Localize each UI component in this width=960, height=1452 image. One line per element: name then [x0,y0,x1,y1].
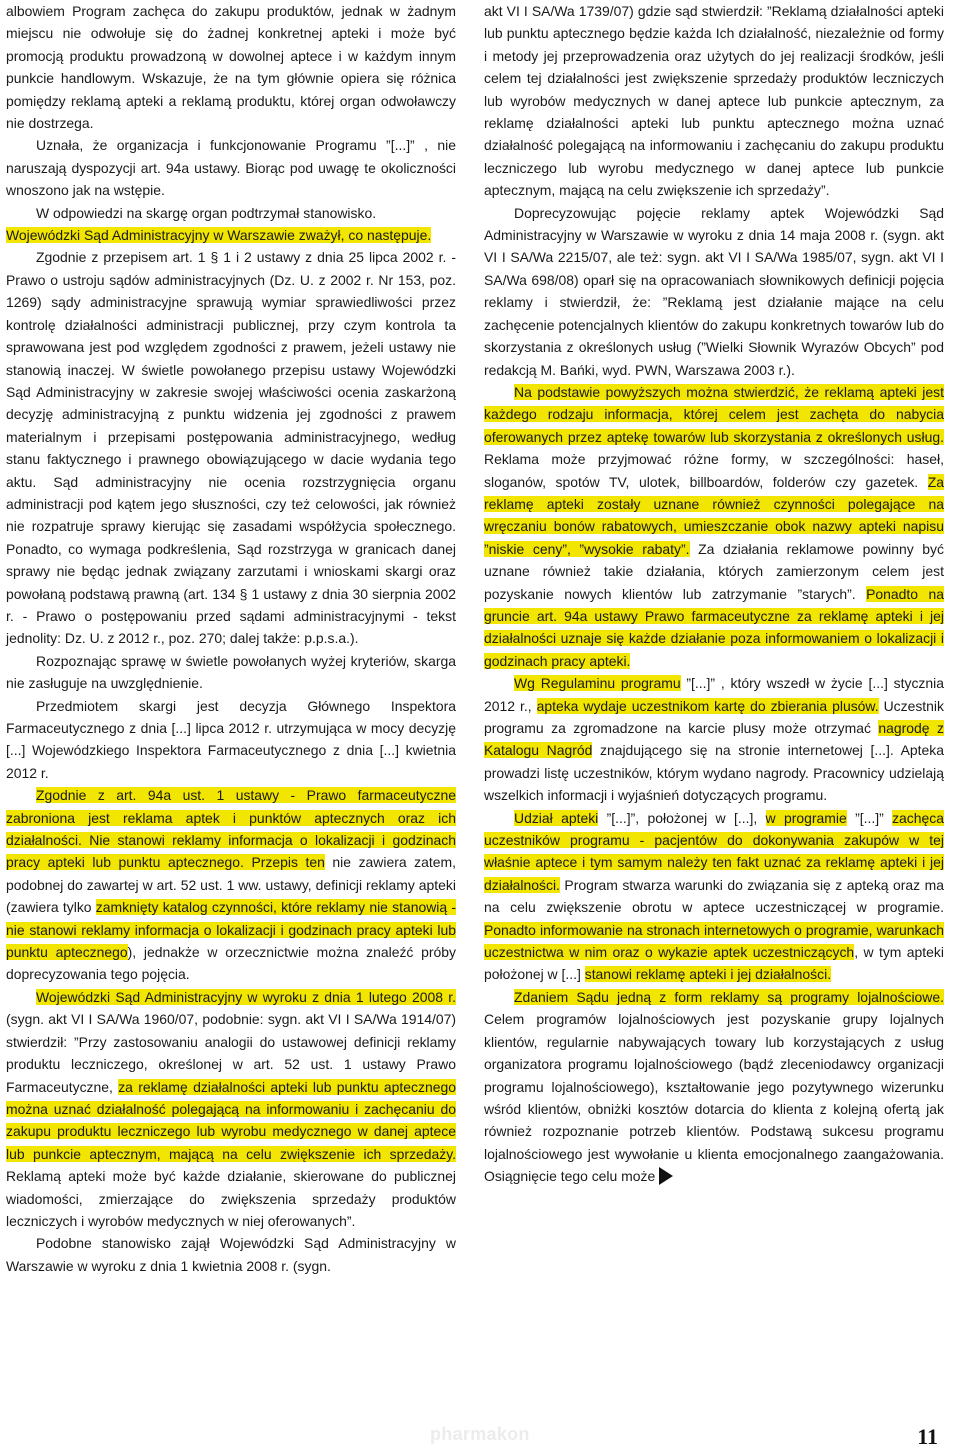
paragraph [6,986,456,1232]
body-text: Zgodnie z przepisem art. 1 § 1 i 2 ustawy z dnia 25 lipca 2002 r. - Prawo o ustroju sądów administracyjnych (Dz. U. z 2002 r. Nr 153, poz. 1269) sądy administracyjne sprawują wymiar sprawiedliwości przez kontrolę działalności administracji publicznej, przy czym kontrola ta sprawowana jest pod względem zgodności z prawem, jeżeli ustawy nie stanowią inaczej. W świetle powołanego przepisu ustawy Wojewódzki Sąd Administracyjny w zakresie swojej właściwości ocenia zaskarżoną decyzję administracyjną z punktu widzenia jej zgodności z prawem materialnym i przepisami postępowania administracyjnego, według stanu faktycznego i prawnego obowiązującego w dacie wydania tego aktu. Sąd administracyjny nie ocenia rozstrzygnięcia organu administracji pod kątem jego słuszności, czy też celowości, jak również nie rozpatruje sprawy kierując się zasadami współżycia społecznego. Ponadto, co wymaga podkreślenia, Sąd rozstrzyga w granicach danej sprawy nie będąc jednak związany zarzutami i wnioskami skargi oraz powołaną podstawą prawną (art. 134 § 1 ustawy z dnia 30 sierpnia 2002 r. - Prawo o postępowaniu przed sądami administracyjnymi - tekst jednolity: Dz. U. z 2012 r., poz. 270; dalej także: p.p.s.a.). [6,249,456,647]
body-text: nie zawiera zatem, podobnej do zawartej w art. 52 ust. 1 ww. ustawy, definicji reklamy apteki (zawiera tylko [6,854,456,916]
paragraph [6,134,456,201]
body-text: Reklamą apteki może być każde działanie, skierowane do publicznej wiadomości, zmierzające do zwiększenia sprzedaży produktów leczniczych i wyrobów medycznych w niej oferowanych”. [6,1168,456,1229]
highlighted-text: zamknięty katalog czynności, które reklamy nie stanowią - nie stanowi reklamy informacja o lokalizacji i godzinach pracy apteki lub punktu aptecznego [6,899,456,961]
highlighted-text: za reklamę działalności apteki lub punktu aptecznego można uznać działalność polegającą na informowaniu i zachęcaniu do zakupu produktu leczniczego lub wyrobu medycznego w danej aptece lub punkcie aptecznym, mającą na celu zwiększenie ich sprzedaży. [6,1078,456,1162]
paragraph [6,202,456,224]
paragraph [484,202,944,381]
highlighted-text: nagrodę z Katalogu Nagród [484,720,944,759]
highlighted-text: stanowi reklamę apteki i jej działalności. [584,966,832,983]
paragraph [6,695,456,785]
footer-brand: pharmakon [430,1424,530,1444]
paragraph [6,246,456,649]
paragraph-last [484,986,944,1188]
highlighted-text: apteka wydaje uczestnikom kartę do zbierania plusów. [536,697,879,714]
highlighted-text: Wojewódzki Sąd Administracyjny w wyroku z dnia 1 lutego 2008 r. [36,988,456,1005]
body-text: ”[...]” [846,809,893,826]
paragraph [484,672,944,806]
highlighted-text: Ponadto na gruncie art. 94a ustawy Prawo farmaceutyczne za reklamę apteki i jej działalności uznaje się każde działanie poza informowaniem o lokalizacji i godzinach pracy apteki. [484,585,944,669]
paragraph [6,1232,456,1277]
body-text: Za działania reklamowe powinny być uznane również takie działania, których zamierzonym celem jest pozyskanie nowych klientów lub zatrzymanie ”starych”. [484,540,944,602]
body-text: ”[...]” , który wszedł w życie [...] stycznia 2012 r., [484,675,944,714]
highlighted-text: Zgodnie z art. 94a ust. 1 ustawy - Prawo farmaceutyczne zabroniona jest reklama aptek i punktów aptecznych oraz ich działalności. Nie stanowi reklamy informacja o lokalizacji i godzinach pracy apteki lub punktu aptecznego. Przepis ten [6,787,456,871]
continue-arrow-icon [659,1167,673,1185]
body-text: Uznała, że organizacja i funkcjonowanie Programu ”[...]” , nie naruszają dyspozycji art. 94a ustawy. Biorąc pod uwagę te okoliczności wnoszono jak na wstępie. [6,137,456,199]
paragraph [484,807,944,986]
body-text: Przedmiotem skargi jest decyzja Głównego Inspektora Farmaceutycznego z dnia [...] lipca 2012 r. utrzymująca w mocy decyzję [...] Wojewódzkiego Inspektora Farmaceutycznego z dnia [...] kwietnia 2012 r. [6,697,456,781]
body-text: albowiem Program zachęca do zakupu produktów, jednak w żadnym miejscu nie odwołuje się do żadnej konkretnej apteki i może być promocją produktu prowadzoną w dowolnej aptece i w każdym innym punkcie handlowym. Wskazuje, że na tym głównie opiera się różnica pomiędzy reklamą apteki a reklamą produktu, której organ odwoławczy nie dostrzega. [6,3,456,132]
paragraph [6,0,456,134]
body-text: Doprecyzowując pojęcie reklamy aptek Wojewódzki Sąd Administracyjny w Warszawie w wyroku z dnia 14 maja 2008 r. (sygn. akt VI I SA/Wa 2215/07, ale też: sygn. akt VI I SA/Wa 1985/07, sygn. akt VI I SA/Wa 698/08) oparł się na opracowaniach słownikowych definicji pojęcia reklamy i stwierdził, że: ”Reklamą jest działanie mające na celu zachęcenie potencjalnych klientów do zakupu konkretnych towarów lub do skorzystania z określonych usług (”Wielki Słownik Wyrazów Obcych” pod redakcją M. Bańki, wyd. PWN, Warszawa 2003 r.). [484,204,944,378]
body-text: Program stwarza warunki do związania się z apteką oraz ma na celu zwiększenie obrotu w aptece uczestniczącej w programie. [484,876,944,916]
highlighted-text: Za reklamę apteki zostały uznane również czynności polegające na wręczaniu bonów rabatowych, umieszczanie obok nazwy apteki napisu ”niskie ceny”, ”wysokie rabaty”. [484,473,944,557]
highlighted-text: Zdaniem Sądu jedną z form reklamy są programy lojalnościowe. [514,988,944,1005]
body-text: , w tym apteki położonej w [...] [484,944,944,983]
highlighted-text: Wg Regulaminu programu [514,675,681,692]
left-column [6,0,456,1277]
paragraph [6,650,456,695]
paragraph [6,224,456,246]
body-text: akt VI I SA/Wa 1739/07) gdzie sąd stwierdził: ”Reklamą działalności apteki lub punktu aptecznego będzie każda Ich działalność, niezależnie od formy i metody jej przeprowadzenia oraz użytych do jej realizacji środków, jeśli celem tej działalności jest zwiększenie sprzedaży produktów leczniczych lub wyrobów medycznych w danej aptece lub punkcie aptecznym, za reklamę działalności apteki lub punktu aptecznego można uznać działalność polegającą na informowaniu i zachęcaniu do zakupu produktu leczniczego lub wyrobu medycznego w danej aptece lub punkcie aptecznym, mającą na celu zwiększenie ich sprzedaży”. [484,3,944,199]
right-column [484,0,944,1188]
body-text: W odpowiedzi na skargę organ podtrzymał stanowisko. [36,204,377,221]
body-text: Reklama może przyjmować różne formy, w szczególności: haseł, sloganów, spotów TV, ulotek, billboardów, folderów czy gazetek. [484,451,944,490]
page-number: 11 [917,1424,938,1449]
highlighted-text: zachęca uczestników programu - pacjentów do dokonywania zakupów w tej właśnie aptece i tym samym należy ten fakt uznać za reklamę apteki i jej działalności. [484,809,944,893]
highlighted-text: w programie [765,809,847,826]
paragraph [484,0,944,202]
body-text: ), jednakże w orzecznictwie można znaleźć próby doprecyzowania tego pojęcia. [6,944,456,983]
highlighted-text: Na podstawie powyższych można stwierdzić, że reklamą apteki jest każdego rodzaju informacja, której celem jest zachęta do nabycia oferowanych przez aptekę towarów lub skorzystania z określonych usług. [484,383,944,445]
body-text: Uczestnik programu za zgromadzone na karcie plusy może otrzymać [484,697,944,736]
body-text: ”[...]”, położonej w [...], [598,809,766,826]
highlighted-text: Ponadto informowanie na stronach internetowych o programie, warunkach uczestnictwa w nim oraz o wykazie aptek uczestniczących [484,921,944,961]
body-text: Podobne stanowisko zajął Wojewódzki Sąd Administracyjny w Warszawie w wyroku z dnia 1 kwietnia 2008 r. (sygn. [6,1235,456,1274]
body-text: (sygn. akt VI I SA/Wa 1960/07, podobnie: sygn. akt VI I SA/Wa 1914/07) stwierdził: ”Przy zastosowaniu analogii do ustawowej definicji reklamy produktu leczniczego, określonej w art. 52 ust. 1 ustawy Prawo Farmaceutyczne, [6,1011,456,1095]
highlighted-text: Udział apteki [514,809,599,826]
body-text: Celem programów lojalnościowych jest pozyskanie grupy lojalnych klientów, regularnie nabywających towary lub korzystających z usług organizatora programu lojalnościowego (bądź zleceniodawcy organizacji programu lojalnościowego), kształtowanie jego pozytywnego wizerunku wśród klientów, obniżki kosztów dotarcia do klienta z kolejną ofertą jak również rozpoznanie potrzeb klientów. Podstawą sukcesu programu lojalnościowego jest wywołanie u klienta emocjonalnego zaangażowania. Osiągnięcie tego celu może [484,1011,944,1185]
paragraph [484,381,944,672]
body-text: Rozpoznając sprawę w świetle powołanych wyżej kryteriów, skarga nie zasługuje na uwzględnienie. [6,652,456,692]
body-text: znajdującego się na stronie internetowej [...]. Apteka prowadzi listę uczestników, którym wydano nagrody. Pracownicy udzielają wszelkich informacji i wyjaśnień dotyczących programu. [484,742,944,804]
paragraph [6,784,456,986]
highlighted-text: Wojewódzki Sąd Administracyjny w Warszawie zważył, co następuje. [6,227,432,244]
